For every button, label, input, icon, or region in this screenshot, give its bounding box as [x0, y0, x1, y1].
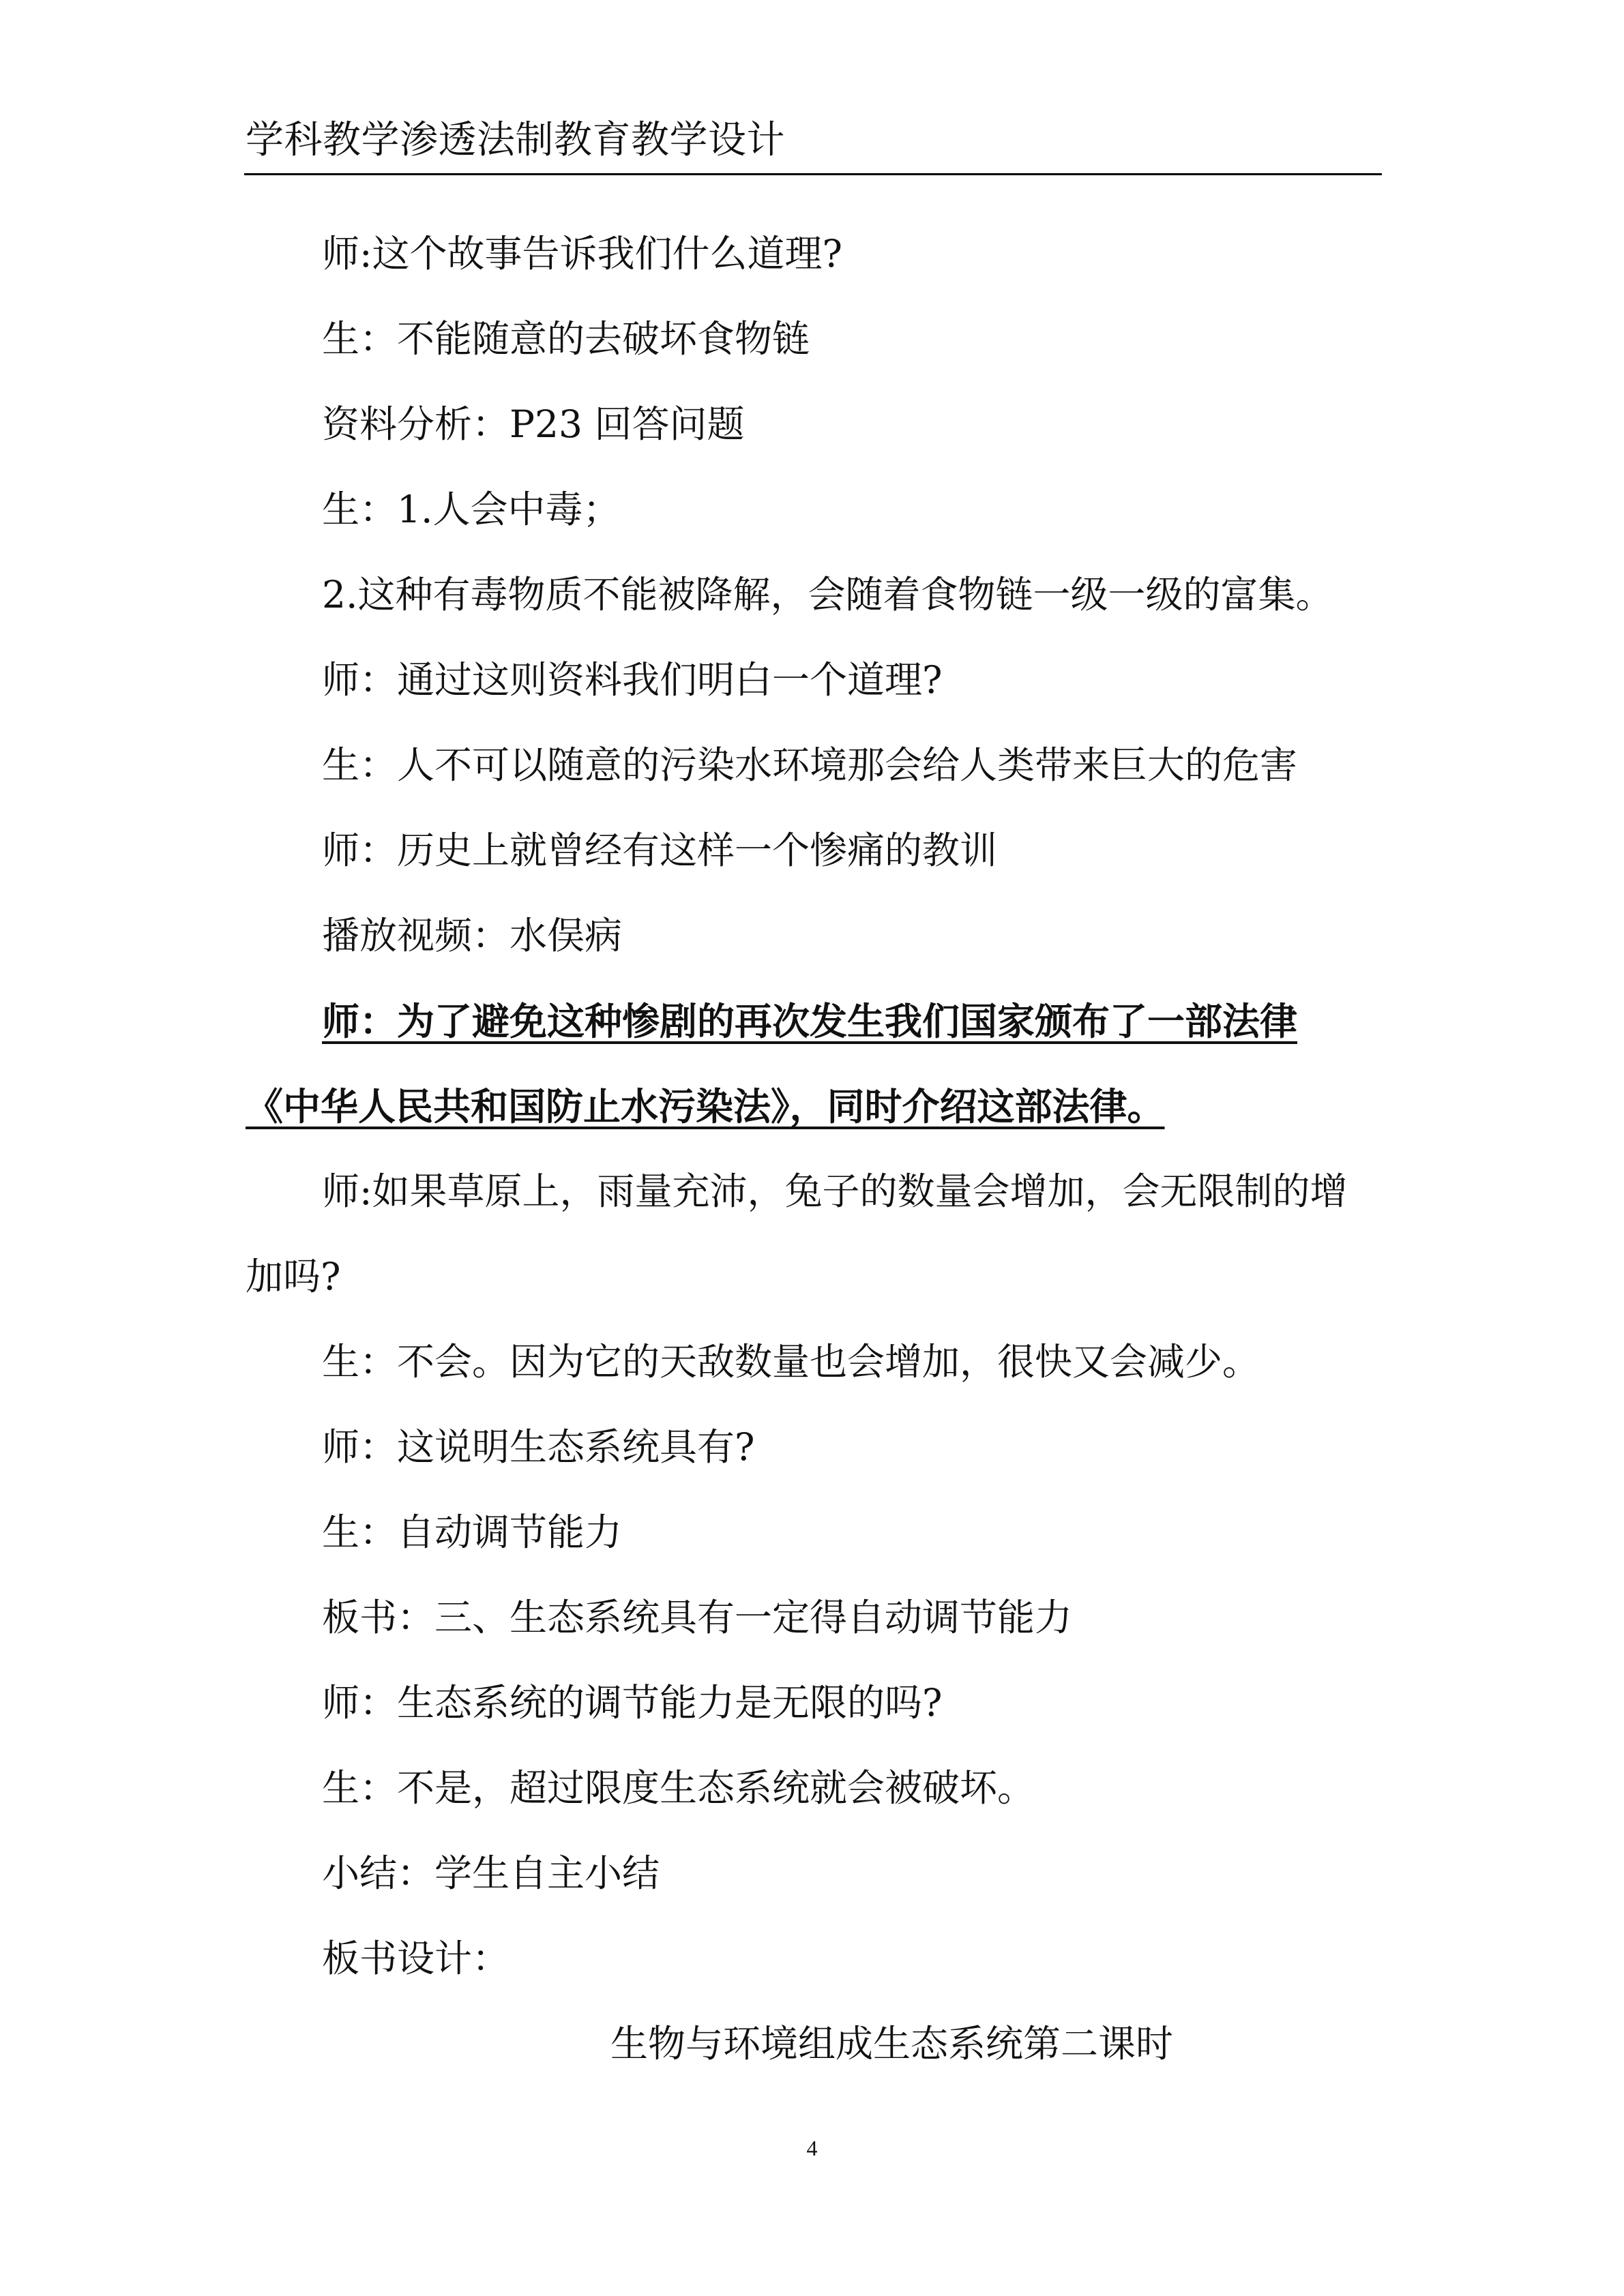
paragraph-14: 生：不会。因为它的天敌数量也会增加，很快又会减少。 — [322, 1340, 1260, 1384]
paragraph-1: 师:这个故事告诉我们什么道理? — [322, 232, 843, 275]
paragraph-18: 师：生态系统的调节能力是无限的吗? — [322, 1681, 943, 1725]
law-emphasis-text-1: 师：为了避免这种惨剧的再次发生我们国家颁布了一部法律 — [322, 999, 1298, 1043]
paragraph-7: 生：人不可以随意的污染水环境那会给人类带来巨大的危害 — [322, 743, 1298, 787]
paragraph-9: 播放视频：水俣病 — [322, 914, 623, 957]
body-content — [246, 211, 1378, 2087]
paragraph-17: 板书：三、生态系统具有一定得自动调节能力 — [322, 1596, 1073, 1639]
board-design-title: 生物与环境组成生态系统第二课时 — [610, 2022, 1174, 2066]
paragraph-3: 资料分析：P23 回答问题 — [322, 402, 745, 446]
paragraph-2: 生：不能随意的去破坏食物链 — [322, 317, 810, 361]
paragraph-8: 师：历史上就曾经有这样一个惨痛的教训 — [322, 829, 998, 872]
page-header — [244, 115, 1382, 175]
paragraph-21: 板书设计： — [322, 1937, 510, 1980]
law-emphasis-text-2: 《中华人民共和国防止水污染法》，同时介绍这部法律。 — [246, 1084, 1165, 1129]
header-title: 学科教学渗透法制教育教学设计 — [246, 118, 785, 162]
paragraph-6: 师：通过这则资料我们明白一个道理? — [322, 658, 943, 702]
paragraph-20: 小结：学生自主小结 — [322, 1851, 660, 1895]
law-emphasis-line-1 — [246, 979, 1378, 1064]
page-number: 4 — [806, 2136, 818, 2160]
paragraph-12-continued: 加吗? — [246, 1255, 341, 1298]
paragraph-19: 生：不是，超过限度生态系统就会被破坏。 — [322, 1766, 1035, 1810]
paragraph-12: 师:如果草原上，雨量充沛，兔子的数量会增加，会无限制的增 — [322, 1169, 1348, 1213]
paragraph-15: 师：这说明生态系统具有? — [322, 1425, 755, 1469]
paragraph-4: 生：1.人会中毒； — [322, 488, 621, 531]
paragraph-5: 2.这种有毒物质不能被降解，会随着食物链一级一级的富集。 — [322, 573, 1333, 616]
law-emphasis-line-2 — [246, 1064, 1378, 1149]
paragraph-16: 生：自动调节能力 — [322, 1510, 623, 1554]
